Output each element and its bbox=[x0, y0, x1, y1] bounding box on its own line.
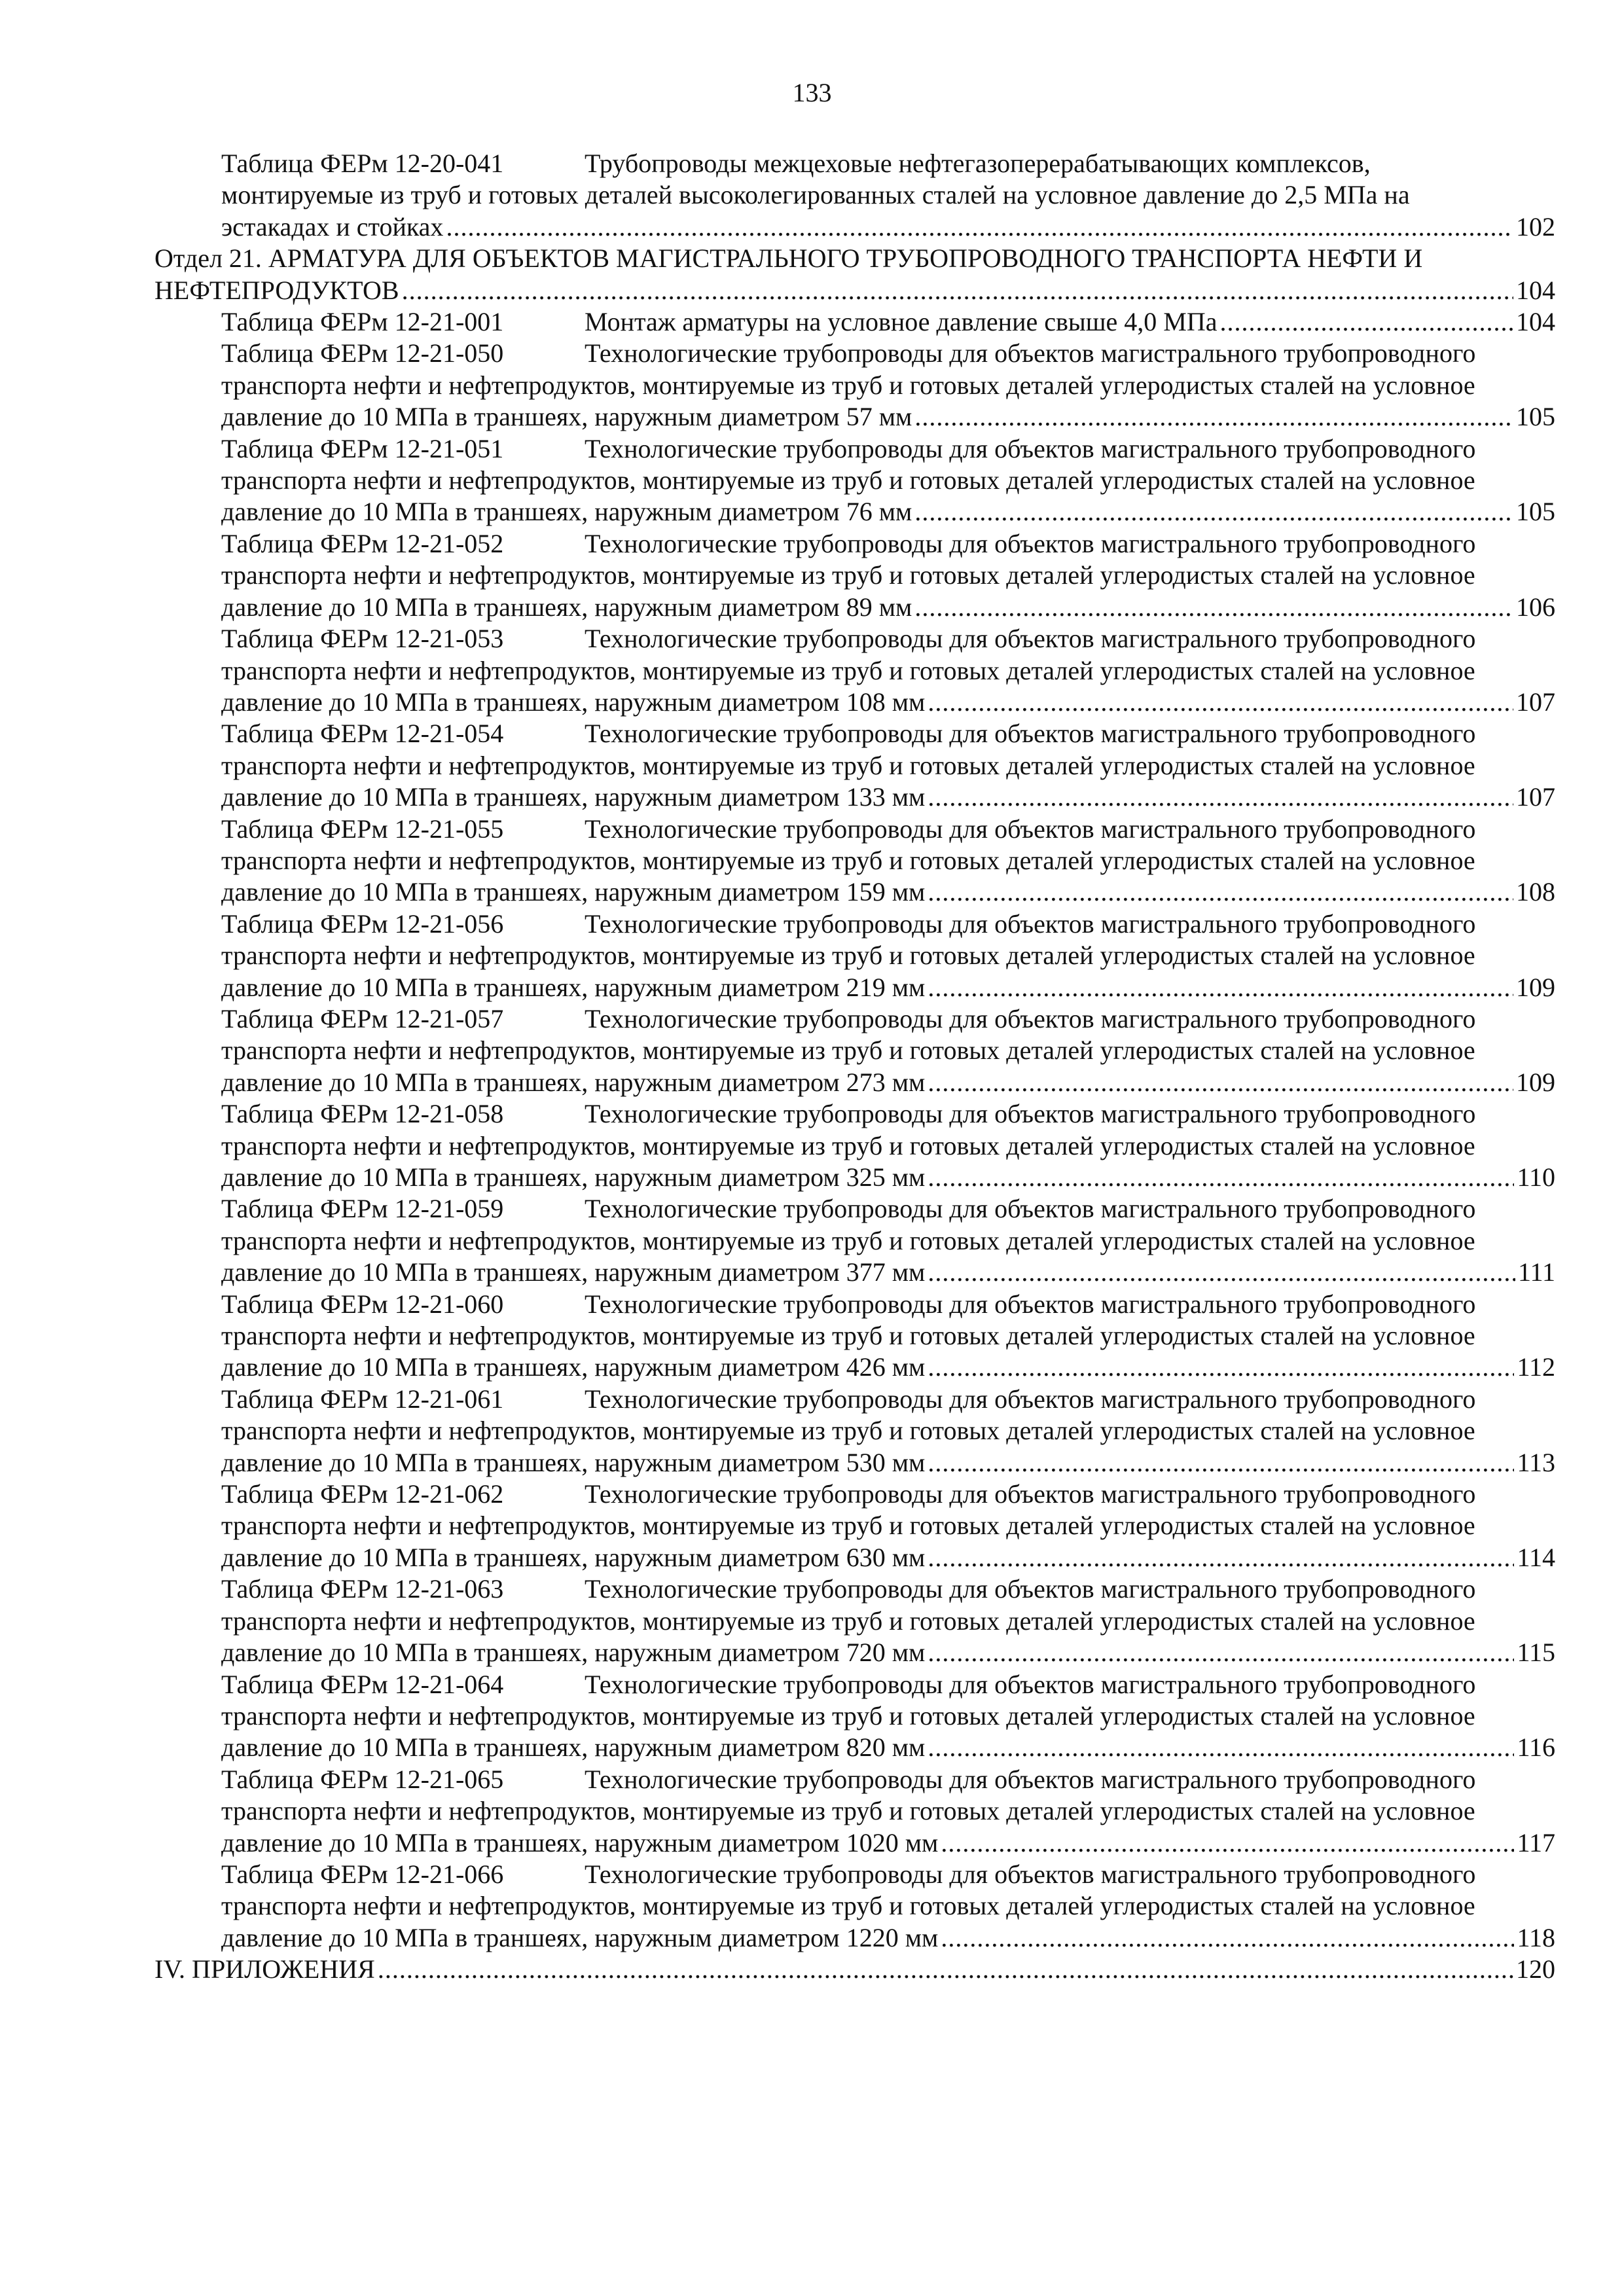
toc-entry-text: Технологические трубопроводы для объектов магистрального трубопроводного bbox=[585, 1289, 1476, 1319]
toc-entry-title: давление до 10 МПа в траншеях, наружным диаметром 325 мм bbox=[221, 1162, 926, 1192]
toc-entry-text: транспорта нефти и нефтепродуктов, монтируемые из труб и готовых деталей углеродистых сталей на условное bbox=[221, 845, 1475, 875]
dot-leader bbox=[928, 1447, 1514, 1479]
toc-entry-line bbox=[221, 718, 1555, 749]
toc-entry[interactable] bbox=[154, 1289, 1555, 1384]
toc-entry-last-line bbox=[221, 1257, 1555, 1288]
dot-leader bbox=[941, 1827, 1514, 1859]
toc-entry-line bbox=[221, 940, 1555, 971]
toc-entry-text: Технологические трубопроводы для объектов магистрального трубопроводного bbox=[585, 1194, 1476, 1224]
toc-entry-title: давление до 10 МПа в траншеях, наружным диаметром 630 мм bbox=[221, 1542, 926, 1572]
toc-entry-text: Технологические трубопроводы для объектов магистрального трубопроводного bbox=[585, 719, 1476, 749]
toc-entry-line bbox=[221, 1700, 1555, 1732]
toc-entry-page-number: 102 bbox=[1516, 211, 1555, 242]
dot-leader bbox=[446, 211, 1513, 243]
toc-entry-title: давление до 10 МПа в траншеях, наружным диаметром 76 мм bbox=[221, 497, 912, 527]
toc-entry[interactable] bbox=[154, 306, 1555, 338]
toc-entry[interactable] bbox=[154, 433, 1555, 528]
toc-entry-line bbox=[221, 750, 1555, 781]
toc-entry-label: Таблица ФЕРм 12-21-058 bbox=[221, 1099, 504, 1129]
toc-entry-line bbox=[221, 179, 1555, 211]
toc-entry-page-number: 107 bbox=[1516, 782, 1555, 812]
toc-entry-page-number: 109 bbox=[1516, 1067, 1555, 1097]
toc-entry-line bbox=[221, 338, 1555, 369]
toc-entry-text: Трубопроводы межцеховые нефтегазоперерабатывающих комплексов, bbox=[585, 149, 1371, 178]
toc-entry-text: Технологические трубопроводы для объектов магистрального трубопроводного bbox=[585, 528, 1476, 558]
dot-leader bbox=[402, 275, 1513, 306]
toc-entry[interactable] bbox=[154, 1384, 1555, 1479]
toc-entry-line bbox=[221, 370, 1555, 401]
toc-entry-label: Таблица ФЕРм 12-21-055 bbox=[221, 814, 504, 844]
toc-entry-label: Таблица ФЕРм 12-21-060 bbox=[221, 1289, 504, 1319]
toc-entry-label: Таблица ФЕРм 12-21-057 bbox=[221, 1003, 504, 1033]
toc-entry-text: транспорта нефти и нефтепродуктов, монтируемые из труб и готовых деталей углеродистых сталей на условное bbox=[221, 1511, 1475, 1541]
toc-entry-text: транспорта нефти и нефтепродуктов, монтируемые из труб и готовых деталей углеродистых сталей на условное bbox=[221, 1891, 1475, 1921]
toc-entry-line bbox=[221, 1605, 1555, 1637]
toc-entry-page-number: 106 bbox=[1516, 592, 1555, 622]
dot-leader bbox=[928, 1542, 1514, 1573]
toc-entry-page-number: 105 bbox=[1516, 497, 1555, 527]
dot-leader bbox=[928, 972, 1513, 1003]
toc-entry-page-number: 108 bbox=[1516, 877, 1555, 907]
toc-entry[interactable] bbox=[154, 1764, 1555, 1859]
toc-entry-line bbox=[221, 1289, 1555, 1320]
toc-entry-title: давление до 10 МПа в траншеях, наружным диаметром 820 мм bbox=[221, 1732, 926, 1763]
toc-entry-line bbox=[221, 1130, 1555, 1162]
toc-entry-text: транспорта нефти и нефтепродуктов, монтируемые из труб и готовых деталей углеродистых сталей на условное bbox=[221, 941, 1475, 971]
toc-entry-title: давление до 10 МПа в траншеях, наружным диаметром 426 мм bbox=[221, 1352, 926, 1382]
toc-entry-text: транспорта нефти и нефтепродуктов, монтируемые из труб и готовых деталей углеродистых сталей на условное bbox=[221, 1225, 1475, 1255]
toc-entry-text: транспорта нефти и нефтепродуктов, монтируемые из труб и готовых деталей углеродистых сталей на условное bbox=[221, 465, 1475, 495]
toc-entry-line bbox=[221, 1764, 1555, 1795]
toc-entry-text: транспорта нефти и нефтепродуктов, монтируемые из труб и готовых деталей углеродистых сталей на условное bbox=[221, 560, 1475, 590]
toc-entry-page-number: 107 bbox=[1516, 687, 1555, 717]
dot-leader bbox=[914, 401, 1513, 433]
toc-entry-label: Таблица ФЕРм 12-21-066 bbox=[221, 1859, 504, 1889]
toc-entry-line bbox=[221, 1415, 1555, 1446]
toc-entry-title: давление до 10 МПа в траншеях, наружным диаметром 530 мм bbox=[221, 1447, 926, 1477]
toc-entry-last-line bbox=[221, 1542, 1555, 1573]
toc-entry-page-number: 114 bbox=[1517, 1542, 1555, 1572]
toc-entry-text: Технологические трубопроводы для объектов магистрального трубопроводного bbox=[585, 433, 1476, 463]
toc-entry-title: давление до 10 МПа в траншеях, наружным диаметром 159 мм bbox=[221, 877, 926, 907]
toc-entry-last-line bbox=[221, 1732, 1555, 1763]
toc-entry-title: давление до 10 МПа в траншеях, наружным диаметром 377 мм bbox=[221, 1257, 926, 1287]
toc-entry-line bbox=[221, 908, 1555, 940]
toc-entry-line bbox=[221, 1098, 1555, 1130]
toc-entry-page-number: 110 bbox=[1517, 1162, 1555, 1192]
dot-leader bbox=[928, 1732, 1514, 1763]
toc-entry-text: транспорта нефти и нефтепродуктов, монтируемые из труб и готовых деталей углеродистых сталей на условное bbox=[221, 370, 1475, 400]
toc-entry-label: Таблица ФЕРм 12-21-064 bbox=[221, 1669, 504, 1699]
toc-entry-line bbox=[221, 845, 1555, 876]
toc-entry-page-number: 104 bbox=[1516, 275, 1555, 305]
toc-entry-last-line bbox=[221, 1827, 1555, 1859]
toc-entry-last-line bbox=[221, 1162, 1555, 1193]
toc-entry-title: давление до 10 МПа в траншеях, наружным диаметром 219 мм bbox=[221, 972, 926, 1002]
toc-entry-title: IV. ПРИЛОЖЕНИЯ bbox=[154, 1954, 375, 1984]
toc-entry-text: Технологические трубопроводы для объектов магистрального трубопроводного bbox=[585, 338, 1476, 368]
toc-entry-text: транспорта нефти и нефтепродуктов, монтируемые из труб и готовых деталей углеродистых сталей на условное bbox=[221, 1796, 1475, 1826]
toc-entry-last-line bbox=[221, 1067, 1555, 1098]
toc-entry-title: давление до 10 МПа в траншеях, наружным диаметром 108 мм bbox=[221, 687, 926, 717]
toc-entry-last-line bbox=[221, 306, 1555, 338]
toc-entry[interactable] bbox=[154, 148, 1555, 243]
toc-entry-text: Технологические трубопроводы для объектов магистрального трубопроводного bbox=[585, 1574, 1476, 1604]
toc-entry-page-number: 111 bbox=[1517, 1257, 1555, 1287]
toc-entry-page-number: 120 bbox=[1516, 1954, 1555, 1984]
toc-entry-line bbox=[221, 1193, 1555, 1225]
toc-entry-line bbox=[221, 1859, 1555, 1890]
toc-entry-line bbox=[221, 1003, 1555, 1035]
toc-entry-last-line bbox=[221, 401, 1555, 433]
toc-entry-line bbox=[221, 148, 1555, 179]
dot-leader bbox=[928, 1637, 1514, 1668]
toc-entry[interactable] bbox=[154, 1003, 1555, 1098]
toc-entry-text: Технологические трубопроводы для объектов магистрального трубопроводного bbox=[585, 1479, 1476, 1509]
toc-entry-line bbox=[221, 433, 1555, 465]
toc-entry-label: Таблица ФЕРм 12-21-001 bbox=[221, 307, 504, 337]
toc-entry[interactable] bbox=[154, 338, 1555, 433]
toc-entry-last-line bbox=[221, 1352, 1555, 1383]
toc-entry-page-number: 109 bbox=[1516, 972, 1555, 1002]
toc-entry-line bbox=[221, 623, 1555, 655]
dot-leader bbox=[928, 1067, 1513, 1098]
toc-entry-title: давление до 10 МПа в траншеях, наружным диаметром 720 мм bbox=[221, 1638, 926, 1668]
toc-entry-text: транспорта нефти и нефтепродуктов, монтируемые из труб и готовых деталей углеродистых сталей на условное bbox=[221, 1416, 1475, 1446]
toc-entry[interactable] bbox=[154, 1669, 1555, 1764]
toc-entry-text: Технологические трубопроводы для объектов магистрального трубопроводного bbox=[585, 1859, 1476, 1889]
toc-entry-label: Таблица ФЕРм 12-21-056 bbox=[221, 908, 504, 939]
toc-entry-text: Технологические трубопроводы для объектов магистрального трубопроводного bbox=[585, 1764, 1476, 1794]
toc-entry-title: давление до 10 МПа в траншеях, наружным диаметром 1020 мм bbox=[221, 1827, 939, 1857]
toc-entry-text: Технологические трубопроводы для объектов магистрального трубопроводного bbox=[585, 814, 1476, 844]
toc-entry-line bbox=[221, 528, 1555, 560]
toc-entry[interactable] bbox=[154, 528, 1555, 623]
toc-entry-page-number: 105 bbox=[1516, 402, 1555, 432]
toc-entry-title: давление до 10 МПа в траншеях, наружным диаметром 1220 мм bbox=[221, 1922, 939, 1952]
toc-entry-line bbox=[221, 1573, 1555, 1605]
toc-entry-title: давление до 10 МПа в траншеях, наружным диаметром 133 мм bbox=[221, 782, 926, 812]
toc-entry-line bbox=[221, 1669, 1555, 1700]
toc-entry-text: транспорта нефти и нефтепродуктов, монтируемые из труб и готовых деталей углеродистых сталей на условное bbox=[221, 750, 1475, 780]
toc-entry-label: Таблица ФЕРм 12-21-051 bbox=[221, 433, 504, 463]
toc-entry-text: транспорта нефти и нефтепродуктов, монтируемые из труб и готовых деталей углеродистых сталей на условное bbox=[221, 1035, 1475, 1066]
toc-entry-text: Технологические трубопроводы для объектов магистрального трубопроводного bbox=[585, 1669, 1476, 1699]
toc-entry[interactable] bbox=[154, 814, 1555, 908]
toc-entry[interactable] bbox=[154, 1479, 1555, 1573]
toc-entry-line bbox=[221, 1225, 1555, 1257]
toc-entry[interactable] bbox=[154, 908, 1555, 1003]
toc-entry-line bbox=[221, 1320, 1555, 1352]
toc-entry-text: Технологические трубопроводы для объектов магистрального трубопроводного bbox=[585, 908, 1476, 939]
dot-leader bbox=[914, 592, 1513, 623]
toc-entry-text: Отдел 21. АРМАТУРА ДЛЯ ОБЪЕКТОВ МАГИСТРАЛЬНОГО ТРУБОПРОВОДНОГО ТРАНСПОРТА НЕФТИ И bbox=[154, 243, 1423, 274]
toc-entry-last-line bbox=[221, 496, 1555, 528]
dot-leader bbox=[928, 687, 1513, 718]
dot-leader bbox=[378, 1954, 1513, 1985]
toc-entry-title: давление до 10 МПа в траншеях, наружным диаметром 273 мм bbox=[221, 1067, 926, 1097]
toc-entry-last-line bbox=[154, 275, 1555, 306]
toc-entry[interactable] bbox=[154, 1954, 1555, 1985]
dot-leader bbox=[928, 1257, 1515, 1288]
toc-entry-label: Таблица ФЕРм 12-21-061 bbox=[221, 1384, 504, 1414]
toc-entry-label: Таблица ФЕРм 12-20-041 bbox=[221, 149, 504, 178]
toc-entry-line bbox=[221, 1890, 1555, 1922]
toc-entry-text: транспорта нефти и нефтепродуктов, монтируемые из труб и готовых деталей углеродистых сталей на условное bbox=[221, 1605, 1475, 1636]
toc-entry[interactable] bbox=[154, 718, 1555, 813]
toc-entry-last-line bbox=[221, 1447, 1555, 1479]
dot-leader bbox=[941, 1922, 1514, 1954]
toc-entry-line bbox=[221, 465, 1555, 496]
dot-leader bbox=[1220, 306, 1513, 338]
toc-entry-text: транспорта нефти и нефтепродуктов, монтируемые из труб и готовых деталей углеродистых сталей на условное bbox=[221, 1700, 1475, 1731]
dot-leader bbox=[928, 781, 1513, 813]
toc-entry-label: Таблица ФЕРм 12-21-052 bbox=[221, 528, 504, 558]
toc-entry-text: транспорта нефти и нефтепродуктов, монтируемые из труб и готовых деталей углеродистых сталей на условное bbox=[221, 655, 1475, 685]
toc-entry-label: Таблица ФЕРм 12-21-063 bbox=[221, 1574, 504, 1604]
toc-entry-text: транспорта нефти и нефтепродуктов, монтируемые из труб и готовых деталей углеродистых сталей на условное bbox=[221, 1130, 1475, 1160]
toc-entry-last-line bbox=[221, 211, 1555, 243]
toc-entry[interactable] bbox=[154, 1098, 1555, 1193]
toc-entry-page-number: 113 bbox=[1517, 1447, 1555, 1477]
toc-entry-line bbox=[221, 814, 1555, 845]
toc-entry-text: Технологические трубопроводы для объектов магистрального трубопроводного bbox=[585, 1003, 1476, 1033]
toc-entry-label: Таблица ФЕРм 12-21-053 bbox=[221, 624, 504, 654]
toc-entry-page-number: 117 bbox=[1517, 1827, 1555, 1857]
toc-entry-label: Таблица ФЕРм 12-21-050 bbox=[221, 338, 504, 368]
toc-entry-line bbox=[221, 1510, 1555, 1541]
toc-entry-title: Монтаж арматуры на условное давление свыше 4,0 МПа bbox=[585, 307, 1218, 337]
toc-entry[interactable] bbox=[154, 1573, 1555, 1668]
toc-entry-label: Таблица ФЕРм 12-21-059 bbox=[221, 1194, 504, 1224]
toc-entry-last-line bbox=[221, 781, 1555, 813]
toc-entry-text: Технологические трубопроводы для объектов магистрального трубопроводного bbox=[585, 1384, 1476, 1414]
toc-entry[interactable] bbox=[154, 623, 1555, 718]
toc-entry[interactable] bbox=[154, 1193, 1555, 1288]
toc-entry-title: НЕФТЕПРОДУКТОВ bbox=[154, 275, 399, 305]
table-of-contents bbox=[154, 148, 1555, 1986]
toc-entry-text: Технологические трубопроводы для объектов магистрального трубопроводного bbox=[585, 624, 1476, 654]
toc-entry-text: Технологические трубопроводы для объектов магистрального трубопроводного bbox=[585, 1099, 1476, 1129]
toc-entry[interactable] bbox=[154, 243, 1555, 306]
toc-entry-line bbox=[221, 1035, 1555, 1066]
toc-entry-title: давление до 10 МПа в траншеях, наружным диаметром 57 мм bbox=[221, 402, 912, 432]
dot-leader bbox=[914, 496, 1513, 528]
toc-entry-title: давление до 10 МПа в траншеях, наружным диаметром 89 мм bbox=[221, 592, 912, 622]
toc-entry-page-number: 118 bbox=[1517, 1922, 1555, 1952]
toc-entry-last-line bbox=[221, 1637, 1555, 1668]
toc-entry-text: транспорта нефти и нефтепродуктов, монтируемые из труб и готовых деталей углеродистых сталей на условное bbox=[221, 1321, 1475, 1351]
toc-entry-last-line bbox=[221, 592, 1555, 623]
toc-entry-line bbox=[221, 1384, 1555, 1415]
toc-entry-last-line bbox=[221, 972, 1555, 1003]
toc-entry-line bbox=[154, 243, 1555, 274]
toc-entry-line bbox=[221, 1795, 1555, 1827]
toc-entry-line bbox=[221, 655, 1555, 687]
toc-entry-last-line bbox=[221, 1922, 1555, 1954]
toc-entry-text: монтируемые из труб и готовых деталей высоколегированных сталей на условное давление до 2,5 МПа на bbox=[221, 180, 1410, 210]
toc-entry-page-number: 116 bbox=[1517, 1732, 1555, 1763]
toc-entry-page-number: 112 bbox=[1517, 1352, 1555, 1382]
toc-entry-page-number: 115 bbox=[1517, 1638, 1555, 1668]
dot-leader bbox=[928, 1352, 1514, 1383]
toc-entry-line bbox=[221, 560, 1555, 591]
toc-entry-last-line bbox=[221, 687, 1555, 718]
toc-entry-line bbox=[221, 1479, 1555, 1510]
toc-entry-label: Таблица ФЕРм 12-21-065 bbox=[221, 1764, 504, 1794]
dot-leader bbox=[928, 876, 1513, 908]
toc-entry-title: эстакадах и стойках bbox=[221, 211, 444, 242]
toc-entry-page-number: 104 bbox=[1516, 307, 1555, 337]
toc-entry[interactable] bbox=[154, 1859, 1555, 1954]
toc-entry-label: Таблица ФЕРм 12-21-062 bbox=[221, 1479, 504, 1509]
page-number: 133 bbox=[792, 78, 832, 107]
toc-entry-label: Таблица ФЕРм 12-21-054 bbox=[221, 719, 504, 749]
toc-entry-last-line bbox=[221, 876, 1555, 908]
toc-entry-last-line bbox=[154, 1954, 1555, 1985]
dot-leader bbox=[928, 1162, 1514, 1193]
